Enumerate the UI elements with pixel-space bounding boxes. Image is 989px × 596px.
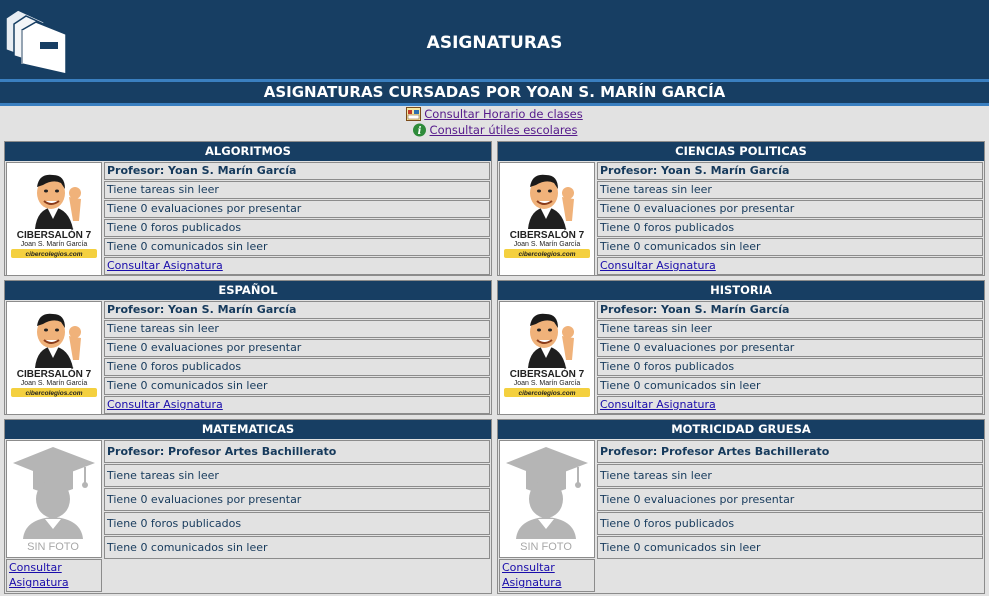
evaluations-status: Tiene 0 evaluaciones por presentar <box>597 339 983 357</box>
no-photo-label: SIN FOTO <box>27 541 79 553</box>
brand-owner: Joan S. Marín García <box>20 241 88 248</box>
tasks-status: Tiene tareas sin leer <box>597 464 983 487</box>
subject-title: CIENCIAS POLITICAS <box>498 142 984 161</box>
calendar-icon <box>406 107 421 121</box>
subject-card <box>4 280 492 415</box>
brand-site: cibercolegios.com <box>518 390 576 397</box>
tasks-status: Tiene tareas sin leer <box>597 320 983 338</box>
subject-link-cell <box>104 257 490 275</box>
forums-status: Tiene 0 foros publicados <box>597 512 983 535</box>
notices-status: Tiene 0 comunicados sin leer <box>597 377 983 395</box>
brand-owner: Joan S. Marín García <box>20 380 88 387</box>
subject-link-cell <box>499 559 595 592</box>
brand-name: CIBERSALÓN 7 <box>509 369 585 380</box>
schedule-link[interactable]: Consultar Horario de clases <box>424 107 583 121</box>
photo-frame <box>499 301 595 415</box>
tasks-status: Tiene tareas sin leer <box>104 464 490 487</box>
info-icon <box>412 123 427 137</box>
no-photo-label: SIN FOTO <box>520 541 572 553</box>
professor-name: Profesor: Profesor Artes Bachillerato <box>597 440 983 463</box>
photo-frame <box>6 301 102 415</box>
professor-name: Profesor: Yoan S. Marín García <box>597 162 983 180</box>
brand-site: cibercolegios.com <box>25 251 83 258</box>
subject-link-cell <box>104 396 490 414</box>
no-photo-placeholder <box>7 441 101 553</box>
section-title: ASIGNATURAS CURSADAS POR YOAN S. MARÍN GARCÍA <box>0 82 989 103</box>
evaluations-status: Tiene 0 evaluaciones por presentar <box>104 200 490 218</box>
subject-info <box>104 440 490 560</box>
subject-card <box>497 419 985 594</box>
subject-title: MOTRICIDAD GRUESA <box>498 420 984 439</box>
brand-site: cibercolegios.com <box>518 251 576 258</box>
notices-status: Tiene 0 comunicados sin leer <box>104 536 490 559</box>
subject-info <box>597 301 983 415</box>
forums-status: Tiene 0 foros publicados <box>597 358 983 376</box>
subject-card <box>497 280 985 415</box>
photo-frame <box>6 162 102 276</box>
notices-status: Tiene 0 comunicados sin leer <box>104 377 490 395</box>
school-supplies-link[interactable]: Consultar útiles escolares <box>429 123 578 137</box>
forums-status: Tiene 0 foros publicados <box>104 512 490 535</box>
teacher-photo <box>7 163 101 259</box>
consult-subject-link[interactable]: Consultar Asignatura <box>107 398 223 411</box>
svg-text:i: i <box>417 126 421 137</box>
page-header <box>0 0 989 80</box>
no-photo-placeholder <box>500 441 594 553</box>
subject-title: ESPAÑOL <box>5 281 491 300</box>
evaluations-status: Tiene 0 evaluaciones por presentar <box>104 339 490 357</box>
tasks-status: Tiene tareas sin leer <box>104 181 490 199</box>
brand-name: CIBERSALÓN 7 <box>16 369 92 380</box>
brand-name: CIBERSALÓN 7 <box>509 230 585 241</box>
consult-subject-link[interactable]: Consultar Asignatura <box>600 398 716 411</box>
forums-status: Tiene 0 foros publicados <box>104 219 490 237</box>
subject-link-cell <box>6 559 102 592</box>
teacher-photo <box>500 302 594 398</box>
tasks-status: Tiene tareas sin leer <box>104 320 490 338</box>
professor-name: Profesor: Yoan S. Marín García <box>597 301 983 319</box>
subject-card <box>4 141 492 276</box>
professor-name: Profesor: Yoan S. Marín García <box>104 162 490 180</box>
subject-link-cell <box>597 396 983 414</box>
subject-info <box>104 162 490 276</box>
evaluations-status: Tiene 0 evaluaciones por presentar <box>104 488 490 511</box>
subject-info <box>597 440 983 560</box>
photo-frame <box>499 440 595 558</box>
tasks-status: Tiene tareas sin leer <box>597 181 983 199</box>
photo-frame <box>499 162 595 276</box>
brand-site: cibercolegios.com <box>25 390 83 397</box>
subject-title: MATEMATICAS <box>5 420 491 439</box>
notices-status: Tiene 0 comunicados sin leer <box>597 238 983 256</box>
subject-title: ALGORITMOS <box>5 142 491 161</box>
evaluations-status: Tiene 0 evaluaciones por presentar <box>597 200 983 218</box>
brand-owner: Joan S. Marín García <box>513 380 581 387</box>
subject-info <box>597 162 983 276</box>
brand-name: CIBERSALÓN 7 <box>16 230 92 241</box>
subject-card <box>497 141 985 276</box>
forums-status: Tiene 0 foros publicados <box>597 219 983 237</box>
brand-owner: Joan S. Marín García <box>513 241 581 248</box>
evaluations-status: Tiene 0 evaluaciones por presentar <box>597 488 983 511</box>
subject-info <box>104 301 490 415</box>
notices-status: Tiene 0 comunicados sin leer <box>597 536 983 559</box>
subject-title: HISTORIA <box>498 281 984 300</box>
quick-links <box>0 106 989 138</box>
consult-subject-link[interactable]: Consultar Asignatura <box>502 561 562 589</box>
subject-card <box>4 419 492 594</box>
professor-name: Profesor: Yoan S. Marín García <box>104 301 490 319</box>
photo-frame <box>6 440 102 558</box>
professor-name: Profesor: Profesor Artes Bachillerato <box>104 440 490 463</box>
consult-subject-link[interactable]: Consultar Asignatura <box>600 259 716 272</box>
consult-subject-link[interactable]: Consultar Asignatura <box>107 259 223 272</box>
subject-link-cell <box>597 257 983 275</box>
consult-subject-link[interactable]: Consultar Asignatura <box>9 561 69 589</box>
teacher-photo <box>500 163 594 259</box>
notices-status: Tiene 0 comunicados sin leer <box>104 238 490 256</box>
forums-status: Tiene 0 foros publicados <box>104 358 490 376</box>
page-title: ASIGNATURAS <box>426 33 563 53</box>
teacher-photo <box>7 302 101 398</box>
